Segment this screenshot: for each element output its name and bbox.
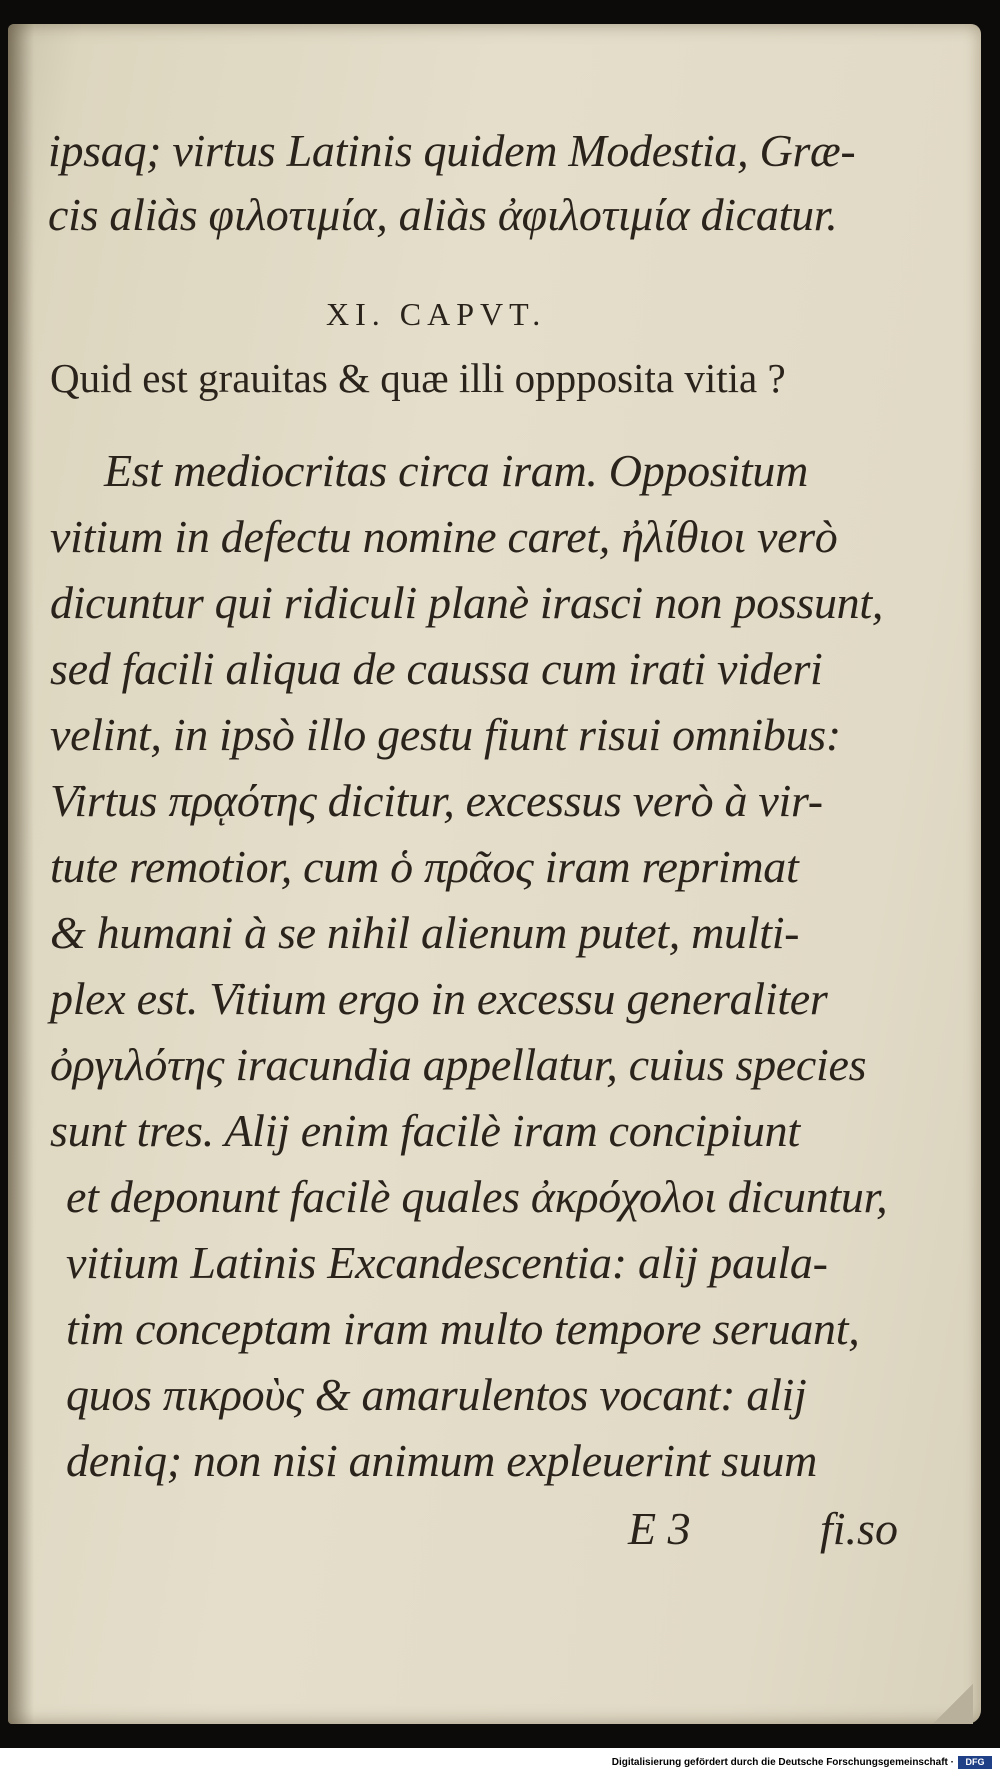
body-line: tim conceptam iram multo tempore seruant,: [66, 1303, 860, 1354]
chapter-heading: XI. CAPVT.: [326, 296, 547, 332]
body-line: dicuntur qui ridiculi planè irasci non possunt,: [50, 577, 884, 628]
body-line: quos πικροὺς & amarulentos vocant: alij: [66, 1369, 807, 1420]
text-line-1: ipsaq; virtus Latinis quidem Modestia, Græ-: [48, 125, 856, 176]
funding-credit: Digitalisierung gefördert durch die Deutsche Forschungsgemeinschaft ·: [611, 1757, 954, 1768]
dfg-logo-icon: DFG: [958, 1756, 992, 1769]
digitization-footer: [0, 1748, 1000, 1774]
body-line: tute remotior, cum ὁ πρᾶος iram reprimat: [50, 841, 799, 892]
catchword: fi.so: [820, 1503, 898, 1554]
chapter-question: Quid est grauitas & quæ illi oppposita vitia ?: [50, 355, 786, 401]
body-line: vitium in defectu nomine caret, ἠλίθιοι verò: [50, 511, 838, 562]
body-line: & humani à se nihil alienum putet, multi-: [50, 907, 800, 958]
body-line: Virtus πρᾳότης dicitur, excessus verò à vir-: [50, 775, 823, 826]
body-line: sunt tres. Alij enim facilè iram concipiunt: [50, 1105, 800, 1156]
body-line: ὀργιλότης iracundia appellatur, cuius species: [50, 1039, 867, 1090]
body-line: sed facili aliqua de caussa cum irati videri: [50, 643, 823, 694]
body-line: et deponunt facilè quales ἀκρόχολοι dicuntur,: [66, 1171, 888, 1222]
body-line: vitium Latinis Excandescentia: alij paula-: [66, 1237, 828, 1288]
body-line: deniq; non nisi animum expleuerint suum: [66, 1435, 818, 1486]
signature-mark: E 3: [628, 1503, 691, 1554]
body-line: plex est. Vitium ergo in excessu generaliter: [50, 973, 828, 1024]
page-corner-fold: [933, 1684, 973, 1724]
page-gutter-shadow: [8, 24, 34, 1724]
text-line-2: cis aliàs φιλοτιμία, aliàs ἀφιλοτιμία dicatur.: [48, 189, 838, 240]
body-line: velint, in ipsò illo gestu fiunt risui omnibus:: [50, 709, 841, 760]
body-line: Est mediocritas circa iram. Oppositum: [104, 445, 808, 496]
